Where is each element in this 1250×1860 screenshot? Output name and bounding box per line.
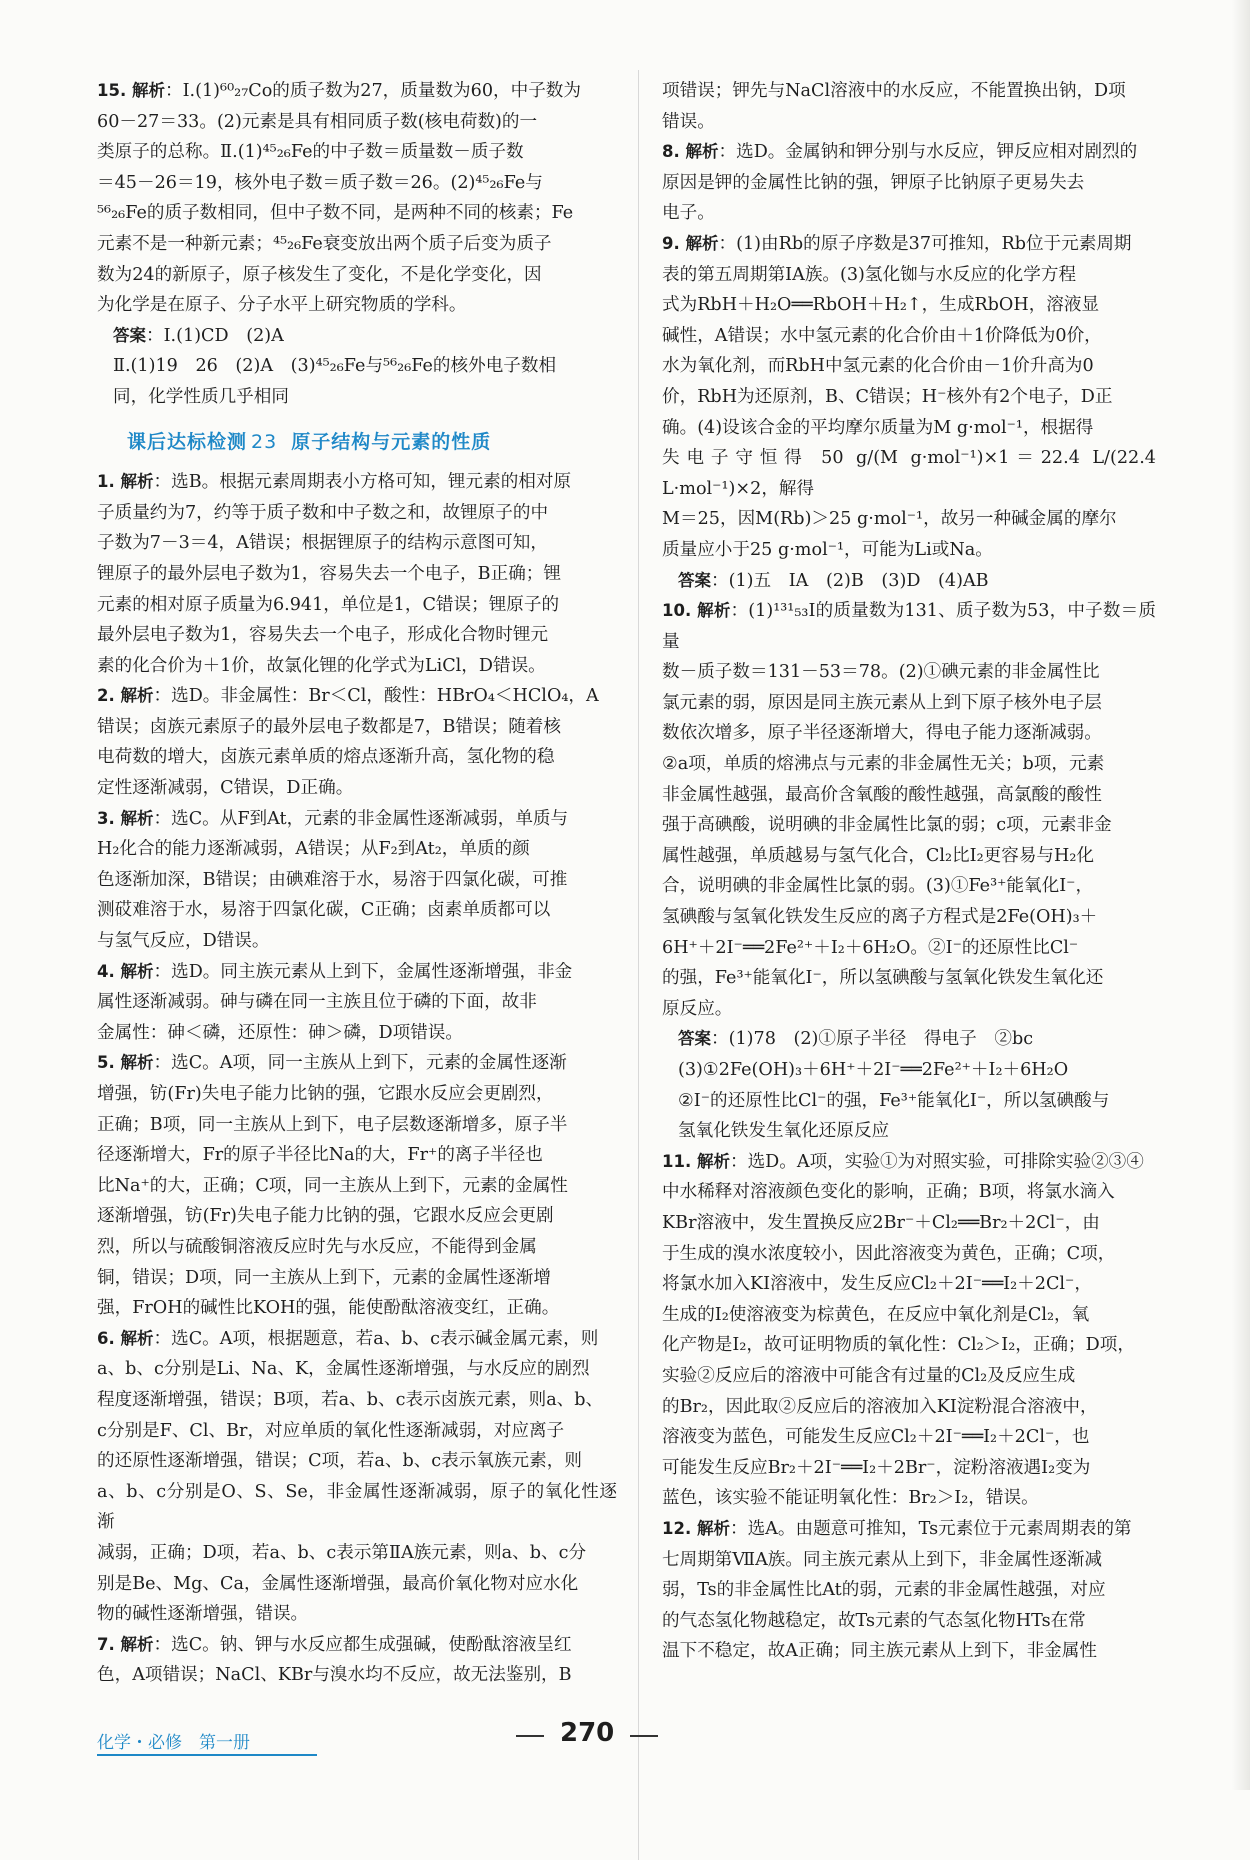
explanation-text: ：选D。同主族元素从上到下，金属性逐渐增强，非金 — [153, 961, 573, 982]
question-explanation — [97, 957, 617, 1049]
explanation-text: 比Na⁺的大，正确；C项，同一主族从上到下，元素的金属性 — [97, 1175, 568, 1196]
text-line — [662, 902, 1156, 933]
text-line — [97, 1263, 617, 1294]
explanation-text: 氯元素的弱，原因是同主族元素从上到下原子核外电子层 — [662, 692, 1102, 713]
answer-line — [97, 351, 617, 382]
question-label: 4. 解析 — [97, 961, 154, 981]
text-line — [662, 76, 1156, 107]
book-title-footer — [97, 1728, 250, 1753]
explanation-text: 测砹难溶于水，易溶于四氯化碳，C正确；卤素单质都可以 — [97, 900, 551, 921]
explanation-text: 的气态氢化物越稳定，故Ts元素的气态氢化物HTs在常 — [662, 1610, 1086, 1631]
right-column — [662, 76, 1156, 1667]
question-explanation — [662, 137, 1156, 229]
text-line — [662, 1147, 1156, 1178]
text-line — [97, 1385, 617, 1416]
explanation-text: 强，FrOH的碱性比KOH的强，能使酚酞溶液变红，正确。 — [97, 1298, 560, 1319]
question-label: 6. 解析 — [97, 1328, 154, 1348]
text-line — [662, 1392, 1156, 1423]
text-line — [97, 1416, 617, 1447]
explanation-text: 数依次增多，原子半径逐渐增大，得电子能力逐渐减弱。 — [662, 723, 1102, 744]
explanation-text: 物的碱性逐渐增强，错误。 — [97, 1604, 309, 1625]
explanation-text: 的Br₂，因此取②反应后的溶液加入KI淀粉混合溶液中， — [662, 1396, 1098, 1417]
explanation-text: 错误；卤族元素原子的最外层电子数都是7，B错误；随着核 — [97, 716, 561, 737]
explanation-text: KBr溶液中，发生置换反应2Br⁻＋Cl₂══Br₂＋2Cl⁻，由 — [662, 1212, 1100, 1233]
footer-underline — [97, 1754, 317, 1756]
text-line — [662, 1422, 1156, 1453]
text-line — [97, 1018, 617, 1049]
explanation-text: 属性逐渐减弱。砷与磷在同一主族且位于磷的下面，故非 — [97, 992, 537, 1013]
book-title: 化学・必修 第一册 — [97, 1733, 250, 1753]
explanation-text: 为化学是在原子、分子水平上研究物质的学科。 — [97, 295, 467, 316]
text-line — [662, 1330, 1156, 1361]
section-number: 23 — [251, 430, 278, 453]
text-line — [662, 749, 1156, 780]
explanation-text: 属性越强，单质越易与氢气化合，Cl₂比I₂更容易与H₂化 — [662, 845, 1095, 866]
text-line — [97, 926, 617, 957]
explanation-text: 氢碘酸与氢氧化铁发生反应的离子方程式是2Fe(OH)₃＋ — [662, 907, 1098, 928]
explanation-text: 溶液变为蓝色，可能发生反应Cl₂＋2I⁻══I₂＋2Cl⁻，也 — [662, 1427, 1090, 1448]
explanation-text: 锂原子的最外层电子数为1，容易失去一个电子，B正确；锂 — [97, 563, 561, 584]
explanation-text: ＝45－26＝19，核外电子数＝质子数＝26。(2)⁴⁵₂₆Fe与 — [97, 172, 543, 193]
explanation-text: ：选C。A项，同一主族从上到下，元素的金属性逐渐 — [153, 1053, 567, 1074]
text-line — [662, 1177, 1156, 1208]
explanation-text: ：选D。非金属性：Br＜Cl，酸性：HBrO₄＜HClO₄，A — [153, 686, 599, 707]
text-line — [97, 1079, 617, 1110]
explanation-text: 子数为7－3＝4，A错误；根据锂原子的结构示意图可知， — [97, 533, 548, 554]
answer-text: Ⅱ.(1)19 26 (2)A (3)⁴⁵₂₆Fe与⁵⁶₂₆Fe的核外电子数相 — [113, 356, 557, 377]
text-line — [662, 290, 1156, 321]
explanation-text: 径逐渐增大，Fr的原子半径比Na的大，Fr⁺的离子半径也 — [97, 1145, 543, 1166]
explanation-text: ⁵⁶₂₆Fe的质子数相同，但中子数不同，是两种不同的核素；Fe — [97, 203, 574, 224]
answer-text: ：(1)78 (2)①原子半径 得电子 ②bc — [711, 1029, 1034, 1050]
text-line — [97, 987, 617, 1018]
explanation-text: 表的第五周期第ⅠA族。(3)氢化铷与水反应的化学方程 — [662, 264, 1077, 285]
text-line — [97, 1232, 617, 1263]
explanation-text: 定性逐渐减弱，C错误，D正确。 — [97, 778, 354, 799]
explanation-text: 增强，钫(Fr)失电子能力比钠的强，它跟水反应会更剧烈， — [97, 1084, 554, 1104]
text-line — [97, 1048, 617, 1079]
text-line — [97, 528, 617, 559]
explanation-text: 化产物是I₂，故可证明物质的氧化性：Cl₂＞I₂，正确；D项， — [662, 1335, 1135, 1356]
explanation-text: 确。(4)设该合金的平均摩尔质量为M g·mol⁻¹，根据得 — [662, 417, 1094, 438]
explanation-text: 逐渐增强，钫(Fr)失电子能力比钠的强，它跟水反应会更剧 — [97, 1206, 554, 1227]
explanation-text: ②a项，单质的熔沸点与元素的非金属性无关；b项，元素 — [662, 754, 1105, 775]
text-line — [662, 198, 1156, 229]
text-line — [97, 107, 617, 138]
text-line — [662, 107, 1156, 138]
explanation-text: 原因是钾的金属性比钠的强，钾原子比钠原子更易失去 — [662, 172, 1085, 193]
question-label: 7. 解析 — [97, 1634, 154, 1654]
text-line — [662, 351, 1156, 382]
text-line — [97, 168, 617, 199]
text-line — [662, 780, 1156, 811]
explanation-text: 程度逐渐增强，错误；B项，若a、b、c表示卤族元素，则a、b、 — [97, 1389, 604, 1410]
text-line — [97, 1354, 617, 1385]
answer-text: ②I⁻的还原性比Cl⁻的强，Fe³⁺能氧化I⁻，所以氢碘酸与 — [678, 1090, 1110, 1111]
explanation-text: 数－质子数＝131－53＝78。(2)①碘元素的非金属性比 — [662, 662, 1100, 683]
question-label: 11. 解析 — [662, 1151, 730, 1171]
explanation-text: 元素的相对原子质量为6.941，单位是1，C错误；锂原子的 — [97, 594, 560, 615]
explanation-text: 蓝色，该实验不能证明氧化性：Br₂＞I₂，错误。 — [662, 1488, 1039, 1509]
explanation-text: 6H⁺＋2I⁻══2Fe²⁺＋I₂＋6H₂O。②I⁻的还原性比Cl⁻ — [662, 937, 1079, 958]
left-column — [97, 76, 617, 1691]
question-explanation — [662, 596, 1156, 1147]
question-explanation — [97, 681, 617, 803]
text-line — [97, 229, 617, 260]
text-line — [97, 1660, 617, 1691]
question-label: 15. 解析 — [97, 81, 165, 100]
explanation-text: 失电子守恒得 50 g/(M g·mol⁻¹)×1＝22.4 L/(22.4 L·mol⁻¹)×2，解得 — [662, 448, 1156, 499]
explanation-text: 数为24的新原子，原子核发生了变化，不是化学变化，因 — [97, 264, 542, 285]
explanation-text: 将氯水加入KI溶液中，发生反应Cl₂＋2I⁻══I₂＋2Cl⁻， — [662, 1274, 1092, 1295]
text-line — [662, 841, 1156, 872]
text-line — [662, 718, 1156, 749]
explanation-text: 生成的I₂使溶液变为棕黄色，在反应中氧化剂是Cl₂，氧 — [662, 1304, 1090, 1325]
answer-line — [97, 382, 617, 413]
explanation-text: 色逐渐加深，B错误；由碘难溶于水，易溶于四氯化碳，可推 — [97, 869, 568, 890]
explanation-text: ：选C。钠、钾与水反应都生成强碱，使酚酞溶液呈红 — [153, 1634, 572, 1655]
text-line — [97, 1201, 617, 1232]
page-number: 270 — [560, 1718, 615, 1748]
text-line — [97, 498, 617, 529]
question-explanation — [662, 1147, 1156, 1514]
text-line — [97, 590, 617, 621]
answer-text: 氢氧化铁发生氧化还原反应 — [678, 1121, 890, 1142]
explanation-text: ：选C。从F到At，元素的非金属性逐渐减弱，单质与 — [153, 808, 569, 829]
question-label: 9. 解析 — [662, 233, 719, 253]
text-line — [97, 1324, 617, 1355]
text-line — [662, 137, 1156, 168]
question-explanation — [662, 229, 1156, 596]
page-edge-shadow — [1232, 0, 1250, 1790]
explanation-text: 错误。 — [662, 111, 715, 132]
explanation-text: 素的化合价为＋1价，故氯化锂的化学式为LiCl，D错误。 — [97, 655, 546, 676]
question-explanation — [97, 1630, 617, 1691]
text-line — [662, 535, 1156, 566]
answer-text: ：Ⅰ.(1)CD (2)A — [146, 325, 284, 346]
question-explanation — [97, 1048, 617, 1323]
answer-label: 答案 — [678, 570, 711, 590]
question-label: 3. 解析 — [97, 808, 154, 828]
text-line — [97, 957, 617, 988]
answer-line — [97, 321, 617, 352]
text-line — [662, 1453, 1156, 1484]
text-line — [97, 865, 617, 896]
text-line — [662, 1514, 1156, 1545]
text-line — [662, 871, 1156, 902]
explanation-text: ：(1)¹³¹₅₃I的质量数为131、质子数为53，中子数＝质量 — [662, 601, 1156, 652]
explanation-text: 合，说明碘的非金属性比氯的弱。(3)①Fe³⁺能氧化I⁻， — [662, 876, 1094, 897]
text-line — [662, 596, 1156, 657]
explanation-text: 金属性：砷＜磷，还原性：砷＞磷，D项错误。 — [97, 1022, 463, 1043]
text-line — [97, 1171, 617, 1202]
text-line — [97, 712, 617, 743]
explanation-text: M＝25，因M(Rb)＞25 g·mol⁻¹，故另一种碱金属的摩尔 — [662, 509, 1117, 530]
text-line — [97, 620, 617, 651]
text-line — [97, 559, 617, 590]
text-line — [662, 1575, 1156, 1606]
text-line — [662, 321, 1156, 352]
text-line — [662, 963, 1156, 994]
text-line — [662, 1545, 1156, 1576]
explanation-text: 式为RbH＋H₂O══RbOH＋H₂↑，生成RbOH，溶液显 — [662, 295, 1100, 316]
explanation-text: a、b、c分别是O、S、Se，非金属性逐渐减弱，原子的氧化性逐渐 — [97, 1481, 617, 1533]
explanation-text: 的还原性逐渐增强，错误；C项，若a、b、c表示氧族元素，则 — [97, 1451, 582, 1472]
explanation-text: 类原子的总称。Ⅱ.(1)⁴⁵₂₆Fe的中子数＝质量数－质子数 — [97, 142, 524, 163]
text-line — [97, 804, 617, 835]
text-line — [97, 1477, 617, 1538]
text-line — [97, 1140, 617, 1171]
explanation-text: ：Ⅰ.(1)⁶⁰₂₇Co的质子数为27，质量数为60，中子数为 — [164, 81, 581, 101]
text-line — [662, 1300, 1156, 1331]
text-line — [662, 168, 1156, 199]
text-line — [97, 742, 617, 773]
text-line — [662, 1606, 1156, 1637]
explanation-text: 电荷数的增大，卤族元素单质的熔点逐渐升高，氢化物的稳 — [97, 747, 555, 768]
question-explanation — [662, 1514, 1156, 1667]
explanation-text: 色，A项错误；NaCl、KBr与溴水均不反应，故无法鉴别，B — [97, 1665, 572, 1686]
question-label: 12. 解析 — [662, 1518, 730, 1538]
explanation-text: ：选D。金属钠和钾分别与水反应，钾反应相对剧烈的 — [718, 142, 1138, 163]
explanation-text: 实验②反应后的溶液中可能含有过量的Cl₂及反应生成 — [662, 1365, 1076, 1386]
explanation-text: 铜，错误；D项，同一主族从上到下，元素的金属性逐渐增 — [97, 1267, 551, 1288]
explanation-text: 最外层电子数为1，容易失去一个电子，形成化合物时锂元 — [97, 625, 549, 646]
column-divider — [638, 70, 639, 1860]
answer-label: 答案 — [113, 325, 146, 345]
explanation-text: 别是Be、Mg、Ca，金属性逐渐增强，最高价氧化物对应水化 — [97, 1573, 579, 1594]
section-title — [127, 427, 617, 458]
text-line — [97, 1630, 617, 1661]
explanation-text: ：选A。由题意可推知，Ts元素位于元素周期表的第 — [729, 1518, 1132, 1539]
question-label: 10. 解析 — [662, 601, 731, 621]
text-line — [662, 504, 1156, 535]
text-line — [662, 382, 1156, 413]
explanation-text: 可能发生反应Br₂＋2I⁻══I₂＋2Br⁻，淀粉溶液遇I₂变为 — [662, 1457, 1091, 1478]
explanation-text: 价，RbH为还原剂，B、C错误；H⁻核外有2个电子，D正 — [662, 386, 1113, 407]
explanation-text: 烈，所以与硫酸铜溶液反应时先与水反应，不能得到金属 — [97, 1236, 537, 1257]
text-line — [97, 137, 617, 168]
explanation-text: 非金属性越强，最高价含氧酸的酸性越强，高氯酸的酸性 — [662, 784, 1102, 805]
section-heading: 原子结构与元素的性质 — [291, 430, 492, 453]
question-explanation — [97, 1324, 617, 1630]
question-explanation — [97, 467, 617, 681]
question-label: 2. 解析 — [97, 686, 154, 706]
answer-line — [662, 1055, 1156, 1086]
answer-text: 同，化学性质几乎相同 — [113, 386, 289, 407]
text-line — [662, 1239, 1156, 1270]
text-line — [97, 681, 617, 712]
text-line — [97, 467, 617, 498]
explanation-text: 项错误；钾先与NaCl溶液中的水反应，不能置换出钠，D项 — [662, 81, 1126, 101]
text-line — [662, 1483, 1156, 1514]
answer-text: ：(1)五 ⅠA (2)B (3)D (4)AB — [711, 570, 989, 591]
explanation-text: 减弱，正确；D项，若a、b、c表示第ⅡA族元素，则a、b、c分 — [97, 1542, 587, 1563]
text-line — [97, 651, 617, 682]
text-line — [97, 1110, 617, 1141]
text-line — [662, 413, 1156, 444]
explanation-text: 中水稀释对溶液颜色变化的影响，正确；B项，将氯水滴入 — [662, 1182, 1115, 1203]
explanation-text: ：(1)由Rb的原子序数是37可推知，Rb位于元素周期 — [718, 233, 1132, 254]
text-line — [662, 1269, 1156, 1300]
question-explanation — [662, 76, 1156, 137]
text-line — [662, 994, 1156, 1025]
text-line — [97, 260, 617, 291]
explanation-text: 强于高碘酸，说明碘的非金属性比氯的弱；c项，元素非金 — [662, 815, 1112, 836]
text-line — [662, 1636, 1156, 1667]
question-label: 5. 解析 — [97, 1053, 154, 1073]
explanation-text: 原反应。 — [662, 998, 733, 1019]
section-prefix: 课后达标检测 — [127, 430, 248, 453]
text-line — [662, 1208, 1156, 1239]
explanation-text: 水为氧化剂，而RbH中氢元素的化合价由－1价升高为0 — [662, 356, 1094, 377]
text-line — [97, 895, 617, 926]
explanation-text: 弱，Ts的非金属性比At的弱，元素的非金属性越强，对应 — [662, 1580, 1106, 1601]
text-line — [97, 76, 617, 107]
explanation-text: 的强，Fe³⁺能氧化I⁻，所以氢碘酸与氢氧化铁发生氧化还 — [662, 968, 1104, 989]
text-line — [662, 933, 1156, 964]
explanation-text: H₂化合的能力逐渐减弱，A错误；从F₂到At₂，单质的颜 — [97, 839, 530, 860]
explanation-text: 七周期第ⅦA族。同主族元素从上到下，非金属性逐渐减 — [662, 1549, 1103, 1570]
explanation-text: ：选C。A项，根据题意，若a、b、c表示碱金属元素，则 — [153, 1328, 599, 1349]
explanation-text: 子质量约为7，约等于质子数和中子数之和，故锂原子的中 — [97, 502, 549, 523]
text-line — [97, 1538, 617, 1569]
explanation-text: 于生成的溴水浓度较小，因此溶液变为黄色，正确；C项， — [662, 1243, 1116, 1264]
text-line — [97, 834, 617, 865]
explanation-text: 温下不稳定，故A正确；同主族元素从上到下，非金属性 — [662, 1641, 1097, 1662]
text-line — [97, 1599, 617, 1630]
text-line — [97, 1569, 617, 1600]
explanation-text: ：选D。A项，实验①为对照实验，可排除实验②③④ — [729, 1151, 1144, 1172]
text-line — [97, 773, 617, 804]
text-line — [662, 810, 1156, 841]
text-line — [662, 657, 1156, 688]
text-line — [662, 688, 1156, 719]
answer-text: (3)①2Fe(OH)₃＋6H⁺＋2I⁻══2Fe²⁺＋I₂＋6H₂O — [678, 1060, 1069, 1080]
text-line — [662, 1361, 1156, 1392]
explanation-text: 元素不是一种新元素；⁴⁵₂₆Fe衰变放出两个质子后变为质子 — [97, 233, 552, 254]
explanation-text: 电子。 — [662, 203, 715, 224]
text-line — [662, 229, 1156, 260]
explanation-text: 碱性，A错误；水中氢元素的化合价由＋1价降低为0价， — [662, 325, 1102, 346]
explanation-text: ：选B。根据元素周期表小方格可知，锂元素的相对原 — [153, 472, 572, 493]
answer-line — [662, 1116, 1156, 1147]
answer-line — [662, 566, 1156, 597]
text-line — [97, 290, 617, 321]
answer-label: 答案 — [678, 1029, 711, 1049]
text-line — [97, 1293, 617, 1324]
answer-line — [662, 1024, 1156, 1055]
text-line — [97, 198, 617, 229]
explanation-text: 质量应小于25 g·mol⁻¹，可能为Li或Na。 — [662, 539, 993, 560]
question-label: 1. 解析 — [97, 472, 154, 492]
text-line — [662, 443, 1156, 504]
question-label: 8. 解析 — [662, 142, 719, 162]
answer-line — [662, 1086, 1156, 1117]
question-explanation — [97, 76, 617, 413]
explanation-text: 与氢气反应，D错误。 — [97, 931, 270, 952]
question-explanation — [97, 804, 617, 957]
explanation-text: a、b、c分别是Li、Na、K，金属性逐渐增强，与水反应的剧烈 — [97, 1359, 590, 1380]
text-line — [662, 260, 1156, 291]
explanation-text: 正确；B项，同一主族从上到下，电子层数逐渐增多，原子半 — [97, 1114, 568, 1135]
explanation-text: 60－27＝33。(2)元素是具有相同质子数(核电荷数)的一 — [97, 111, 538, 132]
explanation-text: c分别是F、Cl、Br，对应单质的氧化性逐渐减弱，对应离子 — [97, 1420, 565, 1441]
text-line — [97, 1446, 617, 1477]
